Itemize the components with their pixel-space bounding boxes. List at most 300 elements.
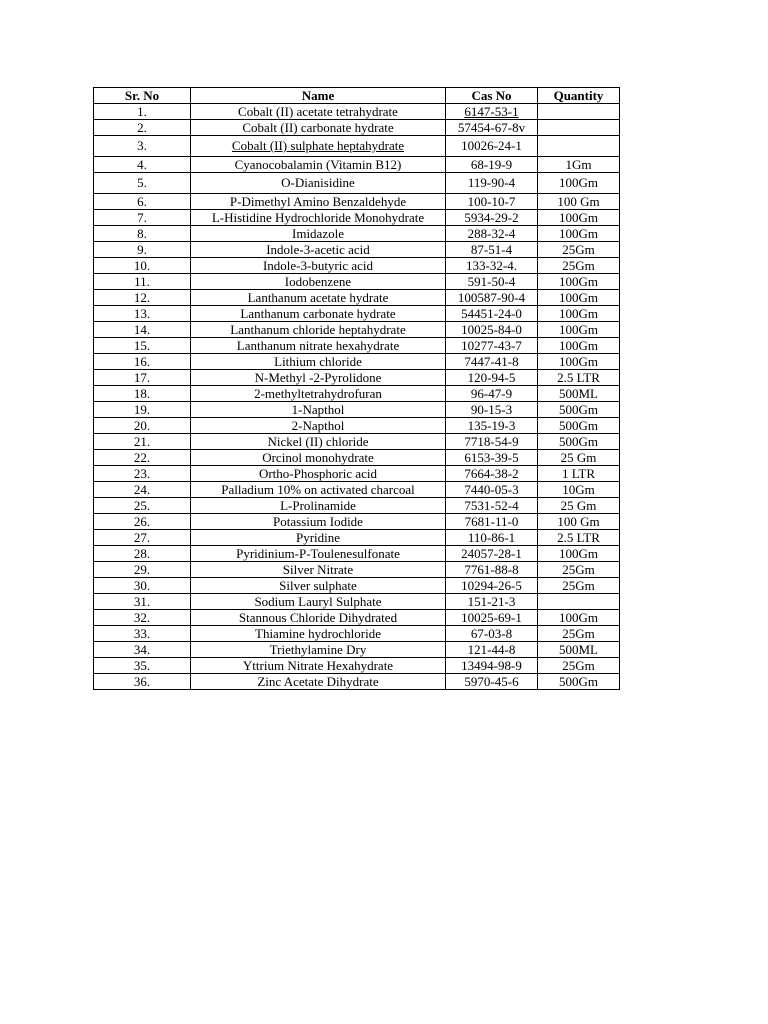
table-row — [94, 354, 620, 370]
cell-quantity — [538, 450, 620, 466]
cell-name — [191, 136, 446, 157]
cell-quantity — [538, 306, 620, 322]
cell-cas-no — [446, 402, 538, 418]
cell-cas-no-text: 119-90-4 — [467, 175, 516, 190]
cell-name — [191, 120, 446, 136]
cell-quantity — [538, 482, 620, 498]
cell-quantity — [538, 274, 620, 290]
cell-cas-no-text: 110-86-1 — [467, 529, 516, 545]
cell-name-text: Thiamine hydrochloride — [255, 625, 381, 641]
cell-quantity — [538, 674, 620, 690]
table-row — [94, 242, 620, 258]
cell-sr-no — [94, 626, 191, 642]
cell-name-text: Yttrium Nitrate Hexahydrate — [242, 657, 394, 673]
cell-sr-no — [94, 466, 191, 482]
table-row — [94, 610, 620, 626]
cell-sr-no-text: 35. — [133, 657, 151, 673]
cell-name — [191, 610, 446, 626]
cell-cas-no-text: 7761-88-8 — [464, 561, 519, 577]
cell-cas-no — [446, 120, 538, 136]
cell-quantity — [538, 322, 620, 338]
cell-cas-no — [446, 104, 538, 120]
cell-name — [191, 322, 446, 338]
table-row — [94, 157, 620, 173]
cell-cas-no-text: 54451-24-0 — [461, 305, 522, 321]
cell-cas-no-text: 10025-84-0 — [461, 321, 522, 337]
cell-name — [191, 194, 446, 210]
cell-name-text: Silver sulphate — [279, 577, 357, 593]
cell-cas-no — [446, 274, 538, 290]
table-row — [94, 562, 620, 578]
cell-sr-no-text: 36. — [133, 673, 151, 689]
cell-name — [191, 498, 446, 514]
table-row — [94, 450, 620, 466]
table-header — [94, 88, 620, 104]
cell-sr-no — [94, 402, 191, 418]
table-row — [94, 514, 620, 530]
cell-quantity — [538, 194, 620, 210]
cell-cas-no — [446, 530, 538, 546]
cell-sr-no — [94, 157, 191, 173]
cell-name-text: Cobalt (II) acetate tetrahydrate — [238, 103, 398, 119]
cell-name-text: Sodium Lauryl Sulphate — [254, 593, 382, 609]
table-row — [94, 120, 620, 136]
cell-quantity — [538, 642, 620, 658]
cell-sr-no-text: 3. — [137, 138, 147, 153]
cell-cas-no — [446, 466, 538, 482]
cell-name-text: Stannous Chloride Dihydrated — [238, 609, 398, 625]
cell-cas-no-text: 7681-11-0 — [464, 513, 519, 529]
cell-quantity — [538, 290, 620, 306]
cell-cas-no-text: 151-21-3 — [467, 593, 516, 609]
cell-quantity — [538, 466, 620, 482]
cell-sr-no — [94, 136, 191, 157]
cell-name-text: Iodobenzene — [284, 273, 352, 289]
header-row — [94, 88, 620, 104]
cell-cas-no — [446, 306, 538, 322]
cell-name — [191, 530, 446, 546]
cell-cas-no — [446, 418, 538, 434]
cell-sr-no — [94, 354, 191, 370]
cell-name — [191, 626, 446, 642]
cell-sr-no-text: 5. — [137, 175, 147, 190]
cell-sr-no — [94, 322, 191, 338]
cell-name — [191, 290, 446, 306]
table-row — [94, 418, 620, 434]
cell-sr-no-text: 12. — [133, 289, 151, 305]
cell-cas-no-text: 591-50-4 — [467, 273, 516, 289]
cell-quantity-text: 100Gm — [559, 273, 598, 289]
cell-sr-no — [94, 482, 191, 498]
cell-sr-no-text: 20. — [133, 417, 151, 433]
cell-sr-no — [94, 258, 191, 274]
cell-quantity — [538, 402, 620, 418]
cell-name-text: Nickel (II) chloride — [267, 433, 369, 449]
cell-sr-no-text: 23. — [133, 465, 151, 481]
cell-name-text: Pyridine — [295, 529, 341, 545]
header-quantity: Quantity — [538, 88, 620, 104]
cell-name — [191, 258, 446, 274]
cell-name — [191, 370, 446, 386]
cell-name-text: Lithium chloride — [274, 353, 362, 369]
table-row — [94, 578, 620, 594]
cell-sr-no-text: 17. — [133, 369, 151, 385]
cell-sr-no — [94, 210, 191, 226]
cell-name — [191, 642, 446, 658]
cell-cas-no-text: 6153-39-5 — [464, 449, 519, 465]
cell-sr-no — [94, 242, 191, 258]
cell-name-text: Cobalt (II) sulphate heptahydrate — [231, 138, 405, 153]
cell-cas-no-text: 24057-28-1 — [461, 545, 522, 561]
cell-quantity — [538, 530, 620, 546]
table-row — [94, 626, 620, 642]
cell-name-text: P-Dimethyl Amino Benzaldehyde — [229, 193, 407, 209]
cell-sr-no — [94, 226, 191, 242]
cell-sr-no — [94, 338, 191, 354]
cell-cas-no — [446, 610, 538, 626]
cell-name-text: Pyridinium-P-Toulenesulfonate — [236, 545, 400, 561]
cell-quantity-text: 500ML — [559, 641, 598, 657]
cell-name-text: Imidazole — [292, 225, 344, 241]
table-row — [94, 370, 620, 386]
cell-name — [191, 274, 446, 290]
cell-sr-no-text: 7. — [137, 209, 147, 225]
cell-quantity — [538, 210, 620, 226]
cell-name-text: Indole-3-butyric acid — [262, 257, 374, 273]
cell-sr-no — [94, 674, 191, 690]
cell-sr-no — [94, 173, 191, 194]
cell-cas-no-text: 6147-53-1 — [464, 103, 519, 119]
table-row — [94, 338, 620, 354]
cell-sr-no — [94, 434, 191, 450]
table-row — [94, 594, 620, 610]
table-row — [94, 104, 620, 120]
cell-cas-no — [446, 194, 538, 210]
cell-quantity — [538, 370, 620, 386]
cell-sr-no — [94, 386, 191, 402]
cell-name-text: Cyanocobalamin (Vitamin B12) — [234, 156, 402, 172]
cell-cas-no — [446, 157, 538, 173]
cell-quantity-text: 100Gm — [559, 175, 598, 190]
cell-name — [191, 242, 446, 258]
cell-name — [191, 594, 446, 610]
cell-sr-no-text: 21. — [133, 433, 151, 449]
cell-name — [191, 338, 446, 354]
cell-cas-no-text: 135-19-3 — [467, 417, 516, 433]
table-row — [94, 674, 620, 690]
cell-sr-no — [94, 562, 191, 578]
cell-name — [191, 466, 446, 482]
cell-quantity — [538, 626, 620, 642]
table-row — [94, 466, 620, 482]
cell-sr-no-text: 22. — [133, 449, 151, 465]
cell-quantity-text: 500Gm — [559, 417, 598, 433]
cell-quantity — [538, 338, 620, 354]
cell-quantity-text: 2.5 LTR — [557, 529, 600, 545]
cell-name-text: Cobalt (II) carbonate hydrate — [242, 119, 394, 135]
cell-quantity — [538, 258, 620, 274]
cell-quantity-text: 100Gm — [559, 289, 598, 305]
cell-cas-no — [446, 546, 538, 562]
cell-name-text: N-Methyl -2-Pyrolidone — [254, 369, 382, 385]
cell-sr-no-text: 11. — [134, 273, 150, 289]
cell-sr-no-text: 34. — [133, 641, 151, 657]
cell-cas-no — [446, 626, 538, 642]
cell-name-text: Lanthanum nitrate hexahydrate — [236, 337, 400, 353]
cell-name — [191, 418, 446, 434]
cell-cas-no — [446, 290, 538, 306]
cell-quantity-text: 100Gm — [559, 609, 598, 625]
cell-cas-no — [446, 210, 538, 226]
cell-cas-no — [446, 562, 538, 578]
cell-name — [191, 306, 446, 322]
cell-quantity-text: 10Gm — [562, 481, 595, 497]
table-row — [94, 173, 620, 194]
cell-quantity-text: 25 Gm — [560, 497, 597, 513]
cell-name-text: 2-Napthol — [291, 417, 345, 433]
table-row — [94, 306, 620, 322]
cell-cas-no — [446, 370, 538, 386]
header-name: Name — [191, 88, 446, 104]
cell-sr-no-text: 9. — [137, 241, 147, 257]
cell-sr-no-text: 30. — [133, 577, 151, 593]
cell-quantity-text: 25Gm — [562, 577, 595, 593]
cell-sr-no-text: 19. — [133, 401, 151, 417]
cell-cas-no-text: 67-03-8 — [470, 625, 513, 641]
cell-quantity-text: 25Gm — [562, 561, 595, 577]
cell-sr-no — [94, 450, 191, 466]
cell-cas-no-text: 5934-29-2 — [464, 209, 519, 225]
cell-name — [191, 157, 446, 173]
cell-name — [191, 578, 446, 594]
cell-name — [191, 402, 446, 418]
cell-quantity-text: 100Gm — [559, 225, 598, 241]
cell-cas-no-text: 57454-67-8v — [457, 119, 526, 135]
cell-name-text: Lanthanum acetate hydrate — [247, 289, 389, 305]
table-row — [94, 402, 620, 418]
cell-cas-no-text: 100-10-7 — [467, 193, 516, 209]
cell-quantity — [538, 562, 620, 578]
cell-quantity — [538, 434, 620, 450]
cell-quantity-text: 100Gm — [559, 353, 598, 369]
cell-name-text: Palladium 10% on activated charcoal — [221, 481, 415, 497]
cell-quantity-text: 1 LTR — [561, 465, 596, 481]
cell-sr-no — [94, 514, 191, 530]
cell-sr-no — [94, 578, 191, 594]
cell-quantity-text: 2.5 LTR — [557, 369, 600, 385]
cell-cas-no — [446, 354, 538, 370]
cell-sr-no — [94, 290, 191, 306]
cell-sr-no — [94, 530, 191, 546]
cell-sr-no-text: 1. — [137, 103, 147, 119]
cell-quantity-text: 100Gm — [559, 321, 598, 337]
cell-sr-no-text: 14. — [133, 321, 151, 337]
cell-sr-no — [94, 104, 191, 120]
cell-name-text: Potassium Iodide — [273, 513, 363, 529]
cell-sr-no — [94, 658, 191, 674]
cell-sr-no-text: 29. — [133, 561, 151, 577]
cell-sr-no-text: 24. — [133, 481, 151, 497]
cell-sr-no-text: 28. — [133, 545, 151, 561]
cell-quantity — [538, 658, 620, 674]
cell-name-text: O-Dianisidine — [281, 175, 355, 190]
cell-name-text: Ortho-Phosphoric acid — [258, 465, 378, 481]
cell-quantity-text: 100Gm — [559, 545, 598, 561]
table-row — [94, 546, 620, 562]
cell-cas-no — [446, 482, 538, 498]
cell-quantity-text: 25 Gm — [560, 449, 597, 465]
cell-name — [191, 434, 446, 450]
cell-cas-no — [446, 642, 538, 658]
cell-sr-no-text: 2. — [137, 119, 147, 135]
table-row — [94, 530, 620, 546]
cell-sr-no-text: 33. — [133, 625, 151, 641]
cell-quantity — [538, 418, 620, 434]
table-row — [94, 386, 620, 402]
cell-quantity — [538, 498, 620, 514]
cell-sr-no — [94, 306, 191, 322]
cell-cas-no-text: 10294-26-5 — [461, 577, 522, 593]
cell-quantity-text: 500Gm — [559, 673, 598, 689]
cell-cas-no-text: 10025-69-1 — [461, 609, 522, 625]
table-row — [94, 642, 620, 658]
cell-sr-no — [94, 610, 191, 626]
table-row — [94, 210, 620, 226]
table-row — [94, 658, 620, 674]
cell-quantity — [538, 120, 620, 136]
table-row — [94, 274, 620, 290]
cell-name-text: 2-methyltetrahydrofuran — [254, 385, 382, 401]
cell-quantity-text: 100Gm — [559, 337, 598, 353]
cell-cas-no — [446, 242, 538, 258]
cell-quantity-text: 500Gm — [559, 433, 598, 449]
cell-quantity — [538, 386, 620, 402]
cell-sr-no-text: 31. — [133, 593, 151, 609]
cell-cas-no — [446, 322, 538, 338]
cell-name — [191, 354, 446, 370]
cell-sr-no-text: 16. — [133, 353, 151, 369]
table-row — [94, 194, 620, 210]
cell-quantity-text: 100Gm — [559, 305, 598, 321]
header-cas-no: Cas No — [446, 88, 538, 104]
cell-sr-no-text: 32. — [133, 609, 151, 625]
cell-name — [191, 514, 446, 530]
cell-sr-no-text: 15. — [133, 337, 151, 353]
cell-name — [191, 450, 446, 466]
cell-quantity — [538, 226, 620, 242]
cell-sr-no-text: 6. — [137, 193, 147, 209]
cell-name-text: L-Histidine Hydrochloride Monohydrate — [211, 209, 425, 225]
cell-cas-no — [446, 136, 538, 157]
cell-quantity-text: 1Gm — [565, 156, 592, 172]
cell-name — [191, 386, 446, 402]
cell-sr-no-text: 10. — [133, 257, 151, 273]
cell-cas-no-text: 100587-90-4 — [457, 289, 526, 305]
table-row — [94, 322, 620, 338]
cell-quantity — [538, 242, 620, 258]
cell-cas-no — [446, 434, 538, 450]
cell-name — [191, 482, 446, 498]
cell-quantity-text: 25Gm — [562, 241, 595, 257]
cell-sr-no — [94, 594, 191, 610]
cell-quantity — [538, 610, 620, 626]
cell-name — [191, 674, 446, 690]
cell-sr-no-text: 25. — [133, 497, 151, 513]
cell-quantity-text: 25Gm — [562, 657, 595, 673]
cell-name — [191, 173, 446, 194]
cell-quantity-text: 500ML — [559, 385, 598, 401]
cell-name-text: 1-Napthol — [291, 401, 345, 417]
cell-quantity — [538, 173, 620, 194]
cell-quantity — [538, 546, 620, 562]
cell-cas-no — [446, 498, 538, 514]
table-row — [94, 498, 620, 514]
cell-cas-no-text: 121-44-8 — [467, 641, 516, 657]
cell-cas-no — [446, 594, 538, 610]
table-row — [94, 434, 620, 450]
cell-sr-no — [94, 498, 191, 514]
cell-cas-no — [446, 674, 538, 690]
cell-sr-no — [94, 642, 191, 658]
cell-sr-no-text: 13. — [133, 305, 151, 321]
table-row — [94, 258, 620, 274]
cell-cas-no-text: 120-94-5 — [467, 369, 516, 385]
cell-name-text: L-Prolinamide — [280, 497, 356, 513]
cell-cas-no-text: 13494-98-9 — [461, 657, 522, 673]
table-row — [94, 136, 620, 157]
cell-cas-no-text: 7664-38-2 — [464, 465, 519, 481]
cell-cas-no — [446, 514, 538, 530]
table-row — [94, 226, 620, 242]
cell-quantity-text: 25Gm — [562, 257, 595, 273]
cell-name-text: Indole-3-acetic acid — [266, 241, 370, 257]
cell-quantity — [538, 104, 620, 120]
cell-name — [191, 562, 446, 578]
cell-name — [191, 104, 446, 120]
cell-quantity — [538, 578, 620, 594]
table-body — [94, 104, 620, 690]
cell-quantity — [538, 594, 620, 610]
cell-cas-no — [446, 658, 538, 674]
cell-quantity-text: 100Gm — [559, 209, 598, 225]
cell-cas-no-text: 10026-24-1 — [461, 138, 522, 153]
cell-cas-no — [446, 450, 538, 466]
cell-cas-no-text: 7718-54-9 — [464, 433, 519, 449]
cell-sr-no-text: 4. — [137, 156, 147, 172]
cell-cas-no-text: 96-47-9 — [470, 385, 513, 401]
cell-cas-no-text: 5970-45-6 — [464, 673, 519, 689]
cell-quantity-text: 25Gm — [562, 625, 595, 641]
header-sr-no: Sr. No — [94, 88, 191, 104]
cell-sr-no — [94, 274, 191, 290]
cell-name-text: Lanthanum chloride heptahydrate — [230, 321, 406, 337]
cell-sr-no-text: 27. — [133, 529, 151, 545]
chemical-inventory-table — [93, 87, 620, 690]
cell-quantity — [538, 157, 620, 173]
cell-cas-no-text: 133-32-4. — [466, 257, 517, 273]
cell-quantity-text: 500Gm — [559, 401, 598, 417]
table-row — [94, 482, 620, 498]
cell-cas-no-text: 90-15-3 — [470, 401, 513, 417]
cell-quantity-text: 100 Gm — [557, 193, 600, 209]
cell-quantity — [538, 514, 620, 530]
cell-sr-no — [94, 120, 191, 136]
cell-name — [191, 546, 446, 562]
cell-sr-no — [94, 370, 191, 386]
cell-name-text: Lanthanum carbonate hydrate — [240, 305, 396, 321]
cell-name-text: Silver Nitrate — [282, 561, 354, 577]
cell-sr-no-text: 8. — [137, 225, 147, 241]
